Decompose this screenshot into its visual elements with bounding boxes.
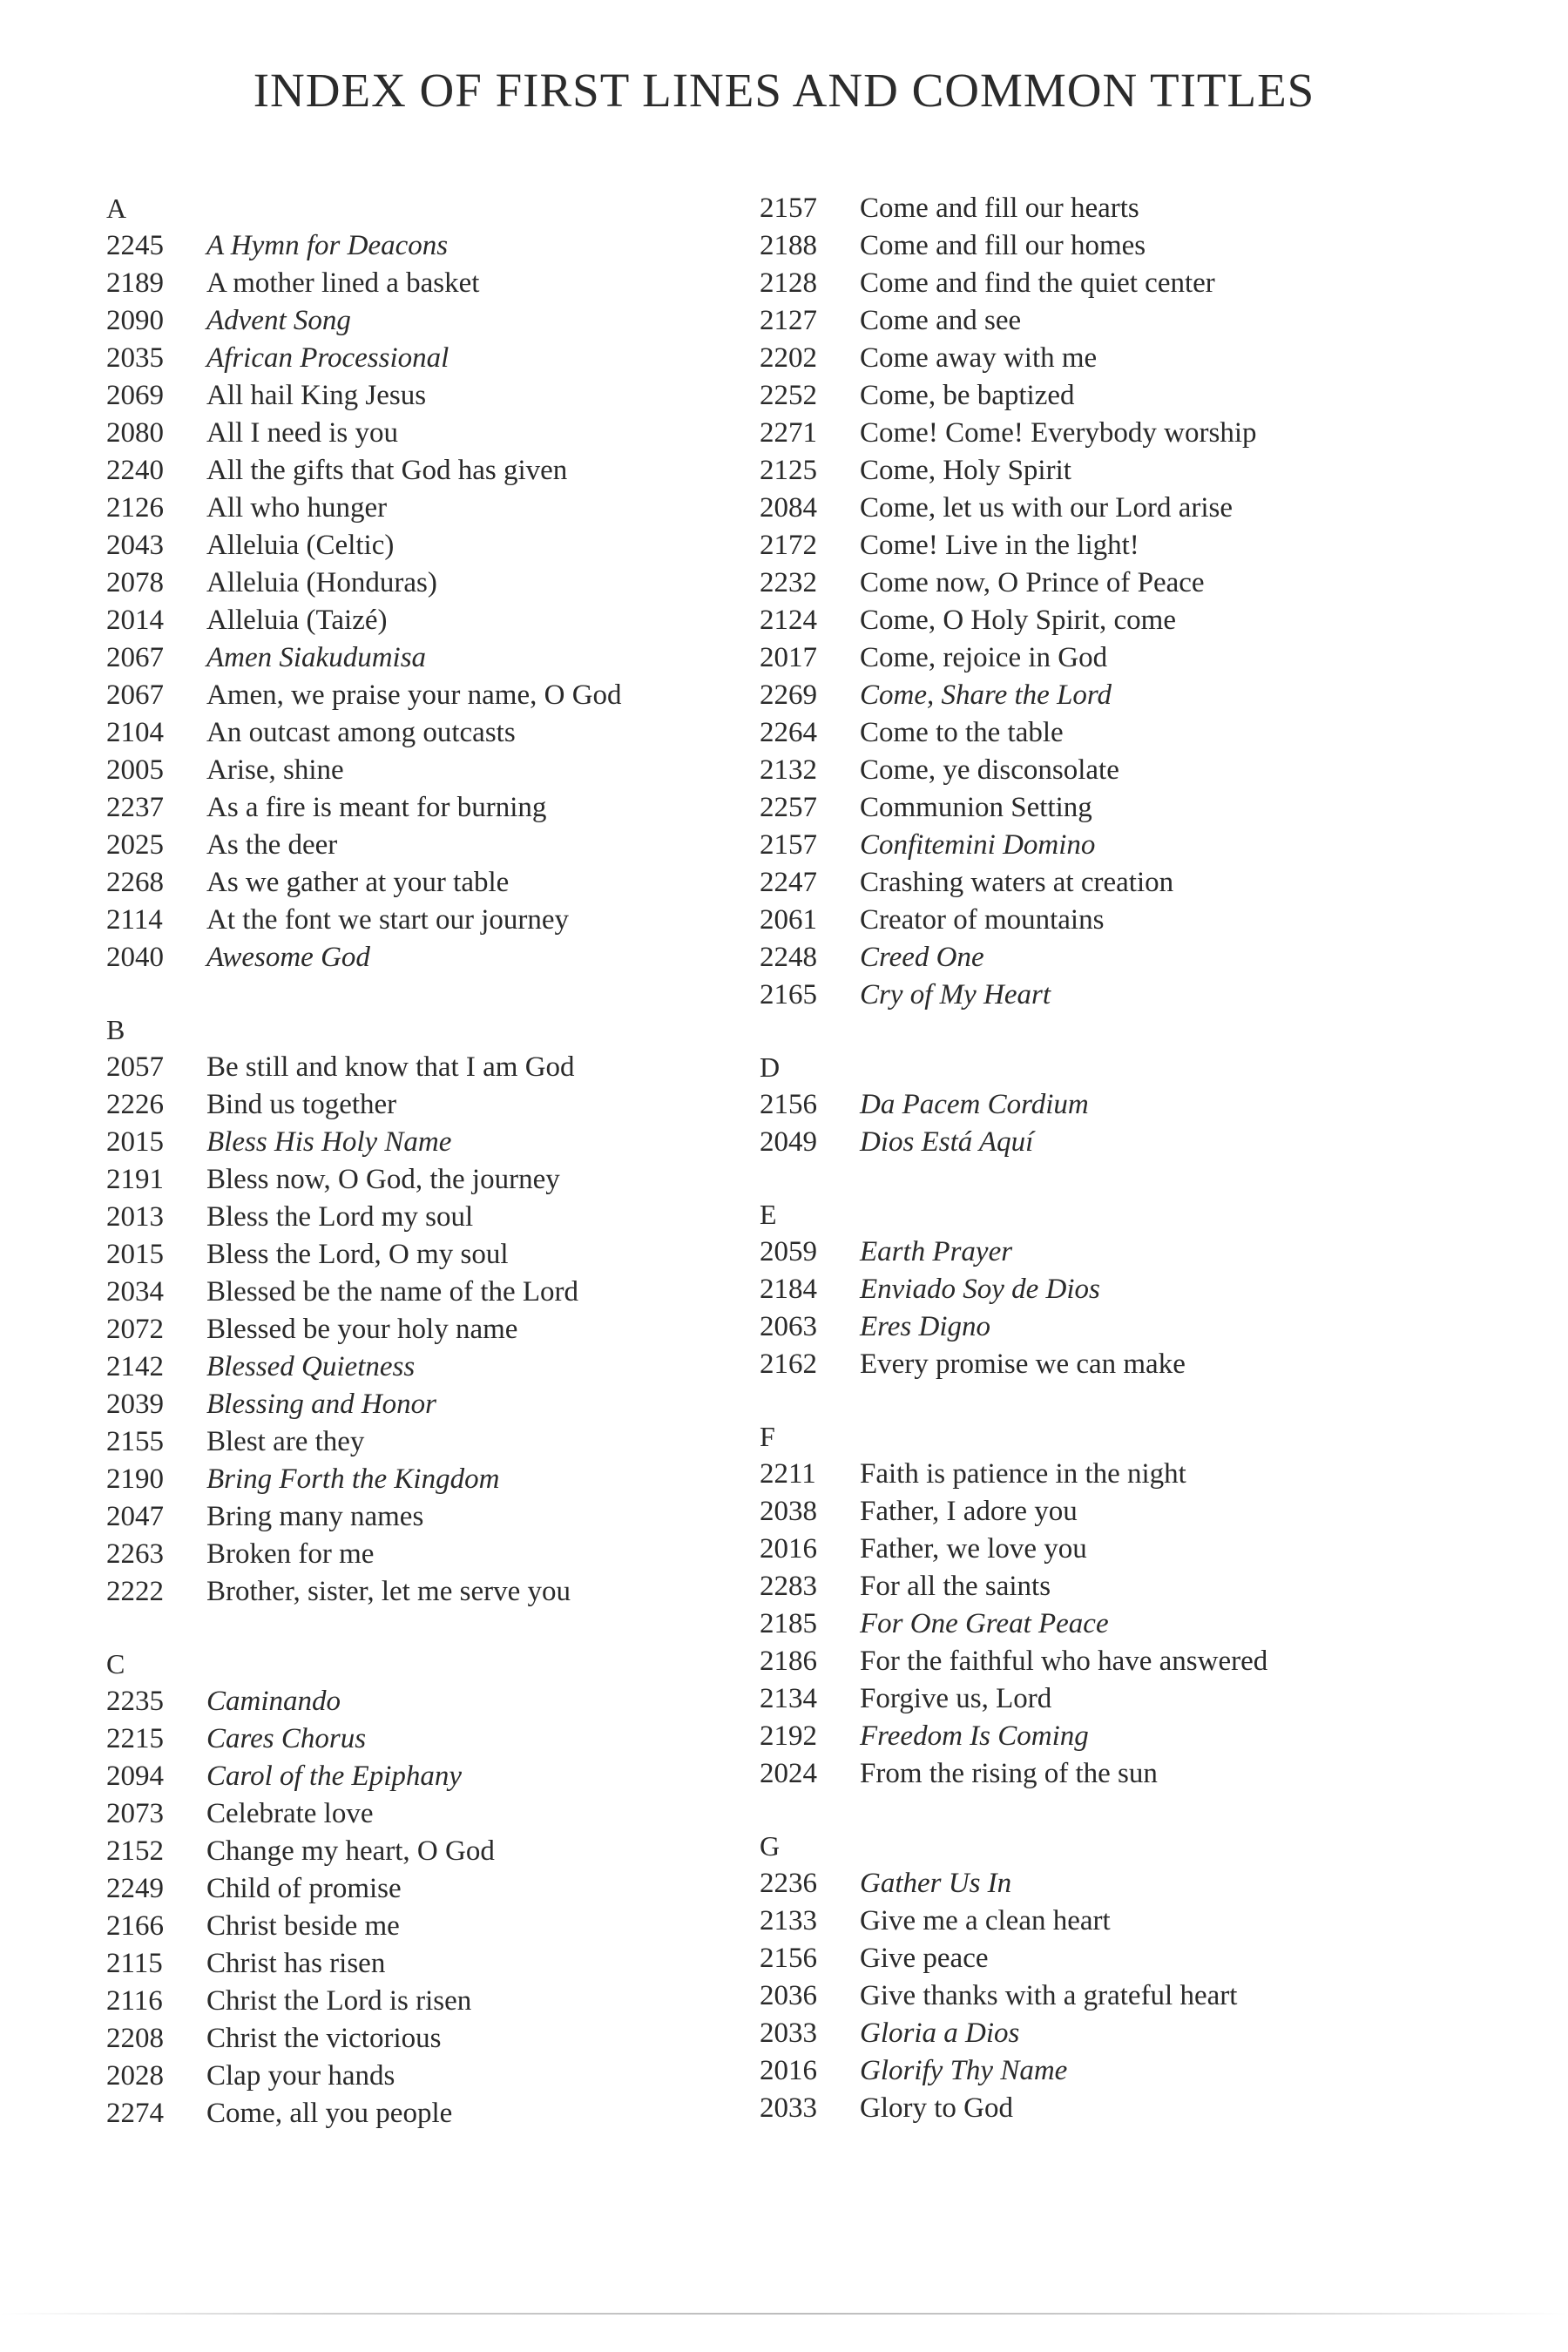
index-entry xyxy=(760,2052,1422,2090)
section-gap xyxy=(760,1383,1422,1418)
index-entry xyxy=(760,1605,1422,1643)
index-entry xyxy=(760,415,1422,452)
hymn-title: Bring Forth the Kingdom xyxy=(206,1463,500,1495)
hymn-number: 2016 xyxy=(760,2055,817,2086)
hymn-number: 2232 xyxy=(760,567,817,598)
index-entry xyxy=(106,1683,733,1720)
index-entry xyxy=(106,1274,733,1311)
hymn-number: 2080 xyxy=(106,417,164,449)
index-entry xyxy=(760,490,1422,527)
hymn-title: Change my heart, O God xyxy=(206,1835,495,1867)
hymn-title: Blessed be your holy name xyxy=(206,1314,518,1345)
hymn-title: Come and find the quiet center xyxy=(860,267,1215,299)
hymn-title: Come, Share the Lord xyxy=(860,679,1112,711)
hymn-title: Broken for me xyxy=(206,1538,375,1570)
hymn-title: All the gifts that God has given xyxy=(206,455,568,486)
hymn-title: Arise, shine xyxy=(206,754,344,786)
index-entry xyxy=(106,1049,733,1086)
hymn-title: Caminando xyxy=(206,1686,341,1717)
index-entry xyxy=(760,1233,1422,1271)
hymn-number: 2128 xyxy=(760,267,817,299)
hymn-title: All hail King Jesus xyxy=(206,380,427,411)
hymn-title: Enviado Soy de Dios xyxy=(860,1274,1100,1305)
index-entry xyxy=(760,1643,1422,1680)
hymn-title: Bless His Holy Name xyxy=(206,1126,452,1158)
hymn-number: 2155 xyxy=(106,1426,164,1457)
index-entry xyxy=(760,977,1422,1014)
index-section xyxy=(106,1646,733,2132)
hymn-title: For all the saints xyxy=(860,1571,1051,1602)
hymn-number: 2116 xyxy=(106,1985,163,2017)
index-entry xyxy=(760,190,1422,227)
hymn-title: Advent Song xyxy=(206,305,351,336)
hymn-number: 2188 xyxy=(760,230,817,261)
hymn-title: As the deer xyxy=(206,829,338,861)
index-entry xyxy=(106,452,733,490)
index-entry xyxy=(106,1423,733,1461)
index-entry xyxy=(106,227,733,265)
hymn-title: As we gather at your table xyxy=(206,867,510,898)
hymn-number: 2063 xyxy=(760,1311,817,1342)
hymn-number: 2133 xyxy=(760,1905,817,1936)
index-entry xyxy=(760,302,1422,340)
index-entry xyxy=(106,265,733,302)
hymn-number: 2114 xyxy=(106,904,163,936)
hymn-title: Be still and know that I am God xyxy=(206,1051,575,1083)
hymn-number: 2024 xyxy=(760,1758,817,1789)
hymn-title: Come to the table xyxy=(860,717,1064,748)
index-entry xyxy=(760,1531,1422,1568)
hymn-number: 2028 xyxy=(106,2060,164,2092)
hymn-title: Bless the Lord my soul xyxy=(206,1201,474,1233)
hymn-title: Alleluia (Honduras) xyxy=(206,567,437,598)
index-entry xyxy=(106,1720,733,1758)
hymn-title: Da Pacem Cordium xyxy=(860,1089,1089,1120)
hymn-number: 2268 xyxy=(106,867,164,898)
hymn-number: 2035 xyxy=(106,342,164,374)
hymn-number: 2156 xyxy=(760,1943,817,1974)
index-entry xyxy=(760,1755,1422,1793)
index-entry xyxy=(760,677,1422,714)
index-entry xyxy=(760,2090,1422,2127)
index-entry xyxy=(760,527,1422,564)
section-letter: C xyxy=(106,1648,125,1680)
hymn-number: 2257 xyxy=(760,792,817,823)
hymn-number: 2124 xyxy=(760,605,817,636)
hymn-title: From the rising of the sun xyxy=(860,1758,1158,1789)
section-letter: D xyxy=(760,1051,781,1083)
hymn-number: 2211 xyxy=(760,1458,816,1490)
hymn-number: 2132 xyxy=(760,754,817,786)
index-section xyxy=(106,190,733,977)
hymn-number: 2271 xyxy=(760,417,817,449)
section-gap xyxy=(760,1793,1422,1828)
index-entry xyxy=(760,1568,1422,1605)
hymn-title: A Hymn for Deacons xyxy=(206,230,449,261)
index-entry xyxy=(106,1161,733,1199)
hymn-title: Carol of the Epiphany xyxy=(206,1761,463,1792)
hymn-title: Every promise we can make xyxy=(860,1348,1186,1380)
index-entry xyxy=(760,1865,1422,1903)
index-entry xyxy=(106,527,733,564)
index-entry xyxy=(106,902,733,939)
hymn-number: 2034 xyxy=(106,1276,164,1308)
hymn-number: 2126 xyxy=(106,492,164,524)
hymn-number: 2084 xyxy=(760,492,817,524)
index-entry xyxy=(760,1718,1422,1755)
hymn-number: 2235 xyxy=(106,1686,164,1717)
hymn-title: Come now, O Prince of Peace xyxy=(860,567,1205,598)
index-section xyxy=(106,1011,733,1611)
hymn-number: 2249 xyxy=(106,1873,164,1904)
hymn-number: 2078 xyxy=(106,567,164,598)
hymn-title: Cares Chorus xyxy=(206,1723,367,1754)
hymn-title: Father, we love you xyxy=(860,1533,1087,1565)
hymn-number: 2043 xyxy=(106,530,164,561)
hymn-number: 2283 xyxy=(760,1571,817,1602)
hymn-number: 2172 xyxy=(760,530,817,561)
index-entry xyxy=(760,1940,1422,1977)
index-entry xyxy=(106,1311,733,1348)
index-entry xyxy=(106,1348,733,1386)
hymn-title: Glory to God xyxy=(860,2092,1013,2124)
index-entry xyxy=(106,2020,733,2058)
hymn-number: 2094 xyxy=(106,1761,164,1792)
hymn-number: 2127 xyxy=(760,305,817,336)
hymn-title: Come, let us with our Lord arise xyxy=(860,492,1233,524)
hymn-number: 2186 xyxy=(760,1646,817,1677)
index-entry xyxy=(760,1680,1422,1718)
index-entry xyxy=(760,2015,1422,2052)
hymn-title: A mother lined a basket xyxy=(206,267,480,299)
hymn-number: 2061 xyxy=(760,904,817,936)
section-letter: B xyxy=(106,1014,125,1045)
section-letter: A xyxy=(106,193,127,224)
hymn-title: Creed One xyxy=(860,942,984,973)
hymn-number: 2152 xyxy=(106,1835,164,1867)
hymn-title: Gloria a Dios xyxy=(860,2017,1020,2049)
hymn-number: 2165 xyxy=(760,979,817,1010)
index-section xyxy=(760,1196,1422,1383)
hymn-title: Communion Setting xyxy=(860,792,1092,823)
hymn-title: Gather Us In xyxy=(860,1868,1012,1899)
hymn-number: 2033 xyxy=(760,2092,817,2124)
index-entry xyxy=(106,1833,733,1870)
hymn-title: Christ the victorious xyxy=(206,2023,442,2054)
index-entry xyxy=(106,602,733,639)
hymn-number: 2157 xyxy=(760,193,817,224)
hymn-number: 2215 xyxy=(106,1723,164,1754)
hymn-title: An outcast among outcasts xyxy=(206,717,516,748)
hymn-number: 2059 xyxy=(760,1236,817,1267)
hymn-title: Come and fill our homes xyxy=(860,230,1146,261)
hymn-number: 2047 xyxy=(106,1501,164,1532)
index-entry xyxy=(106,302,733,340)
hymn-number: 2090 xyxy=(106,305,164,336)
hymn-title: Come, all you people xyxy=(206,2098,453,2129)
hymn-title: Brother, sister, let me serve you xyxy=(206,1576,571,1607)
hymn-number: 2190 xyxy=(106,1463,164,1495)
index-entry xyxy=(106,1945,733,1983)
hymn-title: Christ the Lord is risen xyxy=(206,1985,472,2017)
hymn-title: Come! Come! Everybody worship xyxy=(860,417,1257,449)
hymn-number: 2033 xyxy=(760,2017,817,2049)
index-entry xyxy=(760,1903,1422,1940)
hymn-number: 2240 xyxy=(106,455,164,486)
hymn-number: 2192 xyxy=(760,1720,817,1752)
hymn-number: 2248 xyxy=(760,942,817,973)
hymn-title: Earth Prayer xyxy=(860,1236,1013,1267)
index-entry xyxy=(760,639,1422,677)
index-section xyxy=(760,1049,1422,1161)
hymn-number: 2185 xyxy=(760,1608,817,1639)
hymn-number: 2202 xyxy=(760,342,817,374)
hymn-number: 2025 xyxy=(106,829,164,861)
index-entry xyxy=(760,714,1422,752)
hymn-title: Cry of My Heart xyxy=(860,979,1051,1010)
hymn-number: 2191 xyxy=(106,1164,164,1195)
section-gap xyxy=(760,1014,1422,1049)
hymn-number: 2237 xyxy=(106,792,164,823)
hymn-title: Christ has risen xyxy=(206,1948,386,1979)
hymn-number: 2247 xyxy=(760,867,817,898)
hymn-number: 2104 xyxy=(106,717,164,748)
hymn-title: Bless now, O God, the journey xyxy=(206,1164,560,1195)
hymn-title: Christ beside me xyxy=(206,1910,400,1942)
index-entry xyxy=(106,864,733,902)
index-entry xyxy=(106,340,733,377)
hymn-title: Blessed be the name of the Lord xyxy=(206,1276,579,1308)
index-entry xyxy=(106,677,733,714)
index-section xyxy=(760,1418,1422,1793)
index-entry xyxy=(106,1124,733,1161)
index-entry xyxy=(760,789,1422,827)
hymn-number: 2049 xyxy=(760,1126,817,1158)
index-entry xyxy=(106,564,733,602)
hymn-title: Alleluia (Celtic) xyxy=(206,530,395,561)
bottom-rule xyxy=(0,2313,1568,2315)
hymn-title: Dios Está Aquí xyxy=(860,1126,1034,1158)
hymn-number: 2226 xyxy=(106,1089,164,1120)
hymn-number: 2072 xyxy=(106,1314,164,1345)
hymn-title: Come, ye disconsolate xyxy=(860,754,1119,786)
hymn-number: 2125 xyxy=(760,455,817,486)
index-entry xyxy=(106,377,733,415)
section-gap xyxy=(106,1611,733,1646)
index-entry xyxy=(106,1870,733,1908)
index-entry xyxy=(106,1461,733,1498)
hymn-title: African Processional xyxy=(206,342,449,374)
hymn-number: 2184 xyxy=(760,1274,817,1305)
index-entry xyxy=(106,415,733,452)
index-entry xyxy=(760,752,1422,789)
index-entry xyxy=(106,1498,733,1536)
hymn-title: Amen Siakudumisa xyxy=(206,642,427,673)
hymn-number: 2015 xyxy=(106,1126,164,1158)
section-gap xyxy=(760,1161,1422,1196)
index-entry xyxy=(106,1199,733,1236)
index-entry xyxy=(106,714,733,752)
hymn-number: 2013 xyxy=(106,1201,164,1233)
hymn-number: 2005 xyxy=(106,754,164,786)
hymn-number: 2016 xyxy=(760,1533,817,1565)
hymn-title: Bless the Lord, O my soul xyxy=(206,1239,509,1270)
index-section xyxy=(760,1828,1422,2127)
index-entry xyxy=(106,1795,733,1833)
hymn-number: 2252 xyxy=(760,380,817,411)
hymn-title: Give me a clean heart xyxy=(860,1905,1111,1936)
hymn-number: 2038 xyxy=(760,1496,817,1527)
hymn-number: 2274 xyxy=(106,2098,164,2129)
hymn-number: 2039 xyxy=(106,1389,164,1420)
hymn-title: Confitemini Domino xyxy=(860,829,1096,861)
hymn-title: Crashing waters at creation xyxy=(860,867,1174,898)
hymn-title: Amen, we praise your name, O God xyxy=(206,679,622,711)
index-entry xyxy=(106,2058,733,2095)
index-entry xyxy=(760,602,1422,639)
index-entry xyxy=(106,2095,733,2132)
hymn-title: At the font we start our journey xyxy=(206,904,570,936)
index-entry xyxy=(760,564,1422,602)
hymn-title: Alleluia (Taizé) xyxy=(206,605,388,636)
index-entry xyxy=(760,452,1422,490)
hymn-number: 2269 xyxy=(760,679,817,711)
index-entry xyxy=(760,377,1422,415)
hymn-title: Father, I adore you xyxy=(860,1496,1078,1527)
hymn-title: Come, O Holy Spirit, come xyxy=(860,605,1176,636)
hymn-title: Clap your hands xyxy=(206,2060,395,2092)
index-entry xyxy=(106,1573,733,1611)
hymn-title: Creator of mountains xyxy=(860,904,1105,936)
section-letter: E xyxy=(760,1199,777,1230)
hymn-number: 2115 xyxy=(106,1948,163,1979)
section-gap xyxy=(106,977,733,1011)
hymn-number: 2156 xyxy=(760,1089,817,1120)
index-entry xyxy=(106,939,733,977)
hymn-title: Come and fill our hearts xyxy=(860,193,1139,224)
index-entry xyxy=(760,1271,1422,1308)
index-entry xyxy=(760,902,1422,939)
hymn-number: 2189 xyxy=(106,267,164,299)
index-entry xyxy=(106,639,733,677)
index-entry xyxy=(760,1086,1422,1124)
hymn-number: 2073 xyxy=(106,1798,164,1829)
hymn-title: As a fire is meant for burning xyxy=(206,792,547,823)
hymn-title: Blest are they xyxy=(206,1426,365,1457)
hymn-title: Faith is patience in the night xyxy=(860,1458,1186,1490)
hymn-title: Come, Holy Spirit xyxy=(860,455,1071,486)
hymn-number: 2036 xyxy=(760,1980,817,2011)
hymn-number: 2015 xyxy=(106,1239,164,1270)
hymn-number: 2067 xyxy=(106,679,164,711)
index-section xyxy=(760,190,1422,1014)
hymn-title: Come, rejoice in God xyxy=(860,642,1108,673)
index-entry xyxy=(760,1493,1422,1531)
hymn-number: 2222 xyxy=(106,1576,164,1607)
index-entry xyxy=(106,827,733,864)
index-entry xyxy=(106,1758,733,1795)
index-entry xyxy=(760,864,1422,902)
index-entry xyxy=(106,490,733,527)
hymn-title: Come! Live in the light! xyxy=(860,530,1139,561)
index-entry xyxy=(760,1977,1422,2015)
hymn-title: Bind us together xyxy=(206,1089,397,1120)
hymn-title: Give thanks with a grateful heart xyxy=(860,1980,1238,2011)
index-entry xyxy=(760,1124,1422,1161)
index-entry xyxy=(106,789,733,827)
hymn-title: All I need is you xyxy=(206,417,398,449)
hymn-title: Child of promise xyxy=(206,1873,402,1904)
hymn-title: All who hunger xyxy=(206,492,388,524)
hymn-title: For One Great Peace xyxy=(860,1608,1109,1639)
index-entry xyxy=(106,1086,733,1124)
hymn-number: 2069 xyxy=(106,380,164,411)
hymn-number: 2264 xyxy=(760,717,817,748)
index-entry xyxy=(760,827,1422,864)
left-column xyxy=(106,190,733,2132)
index-entry xyxy=(760,1346,1422,1383)
hymn-title: Come, be baptized xyxy=(860,380,1075,411)
index-entry xyxy=(106,1983,733,2020)
hymn-title: For the faithful who have answered xyxy=(860,1646,1268,1677)
hymn-number: 2134 xyxy=(760,1683,817,1714)
hymn-number: 2236 xyxy=(760,1868,817,1899)
index-entry xyxy=(760,340,1422,377)
hymn-title: Glorify Thy Name xyxy=(860,2055,1068,2086)
hymn-title: Blessing and Honor xyxy=(206,1389,436,1420)
hymn-title: Bring many names xyxy=(206,1501,424,1532)
index-entry xyxy=(106,1908,733,1945)
hymn-title: Come and see xyxy=(860,305,1022,336)
section-letter: G xyxy=(760,1830,781,1862)
hymn-title: Blessed Quietness xyxy=(206,1351,416,1382)
hymn-number: 2245 xyxy=(106,230,164,261)
hymn-number: 2014 xyxy=(106,605,164,636)
hymn-number: 2162 xyxy=(760,1348,817,1380)
hymn-title: Celebrate love xyxy=(206,1798,374,1829)
hymn-title: Freedom Is Coming xyxy=(860,1720,1089,1752)
index-entry xyxy=(106,1536,733,1573)
hymn-number: 2157 xyxy=(760,829,817,861)
hymn-title: Forgive us, Lord xyxy=(860,1683,1052,1714)
hymn-number: 2040 xyxy=(106,942,164,973)
index-entry xyxy=(106,1236,733,1274)
hymn-number: 2017 xyxy=(760,642,817,673)
section-letter: F xyxy=(760,1421,775,1452)
index-entry xyxy=(760,1456,1422,1493)
page-title: INDEX OF FIRST LINES AND COMMON TITLES xyxy=(253,64,1315,117)
hymn-number: 2057 xyxy=(106,1051,164,1083)
hymn-number: 2166 xyxy=(106,1910,164,1942)
hymn-number: 2263 xyxy=(106,1538,164,1570)
hymn-number: 2067 xyxy=(106,642,164,673)
index-entry xyxy=(760,1308,1422,1346)
index-entry xyxy=(106,1386,733,1423)
index-entry xyxy=(106,752,733,789)
index-entry xyxy=(760,939,1422,977)
hymn-number: 2208 xyxy=(106,2023,164,2054)
hymn-number: 2142 xyxy=(106,1351,164,1382)
hymn-title: Give peace xyxy=(860,1943,989,1974)
hymn-title: Come away with me xyxy=(860,342,1098,374)
right-column xyxy=(760,190,1422,2127)
index-entry xyxy=(760,227,1422,265)
hymn-title: Awesome God xyxy=(206,942,370,973)
hymn-title: Eres Digno xyxy=(860,1311,991,1342)
index-entry xyxy=(760,265,1422,302)
